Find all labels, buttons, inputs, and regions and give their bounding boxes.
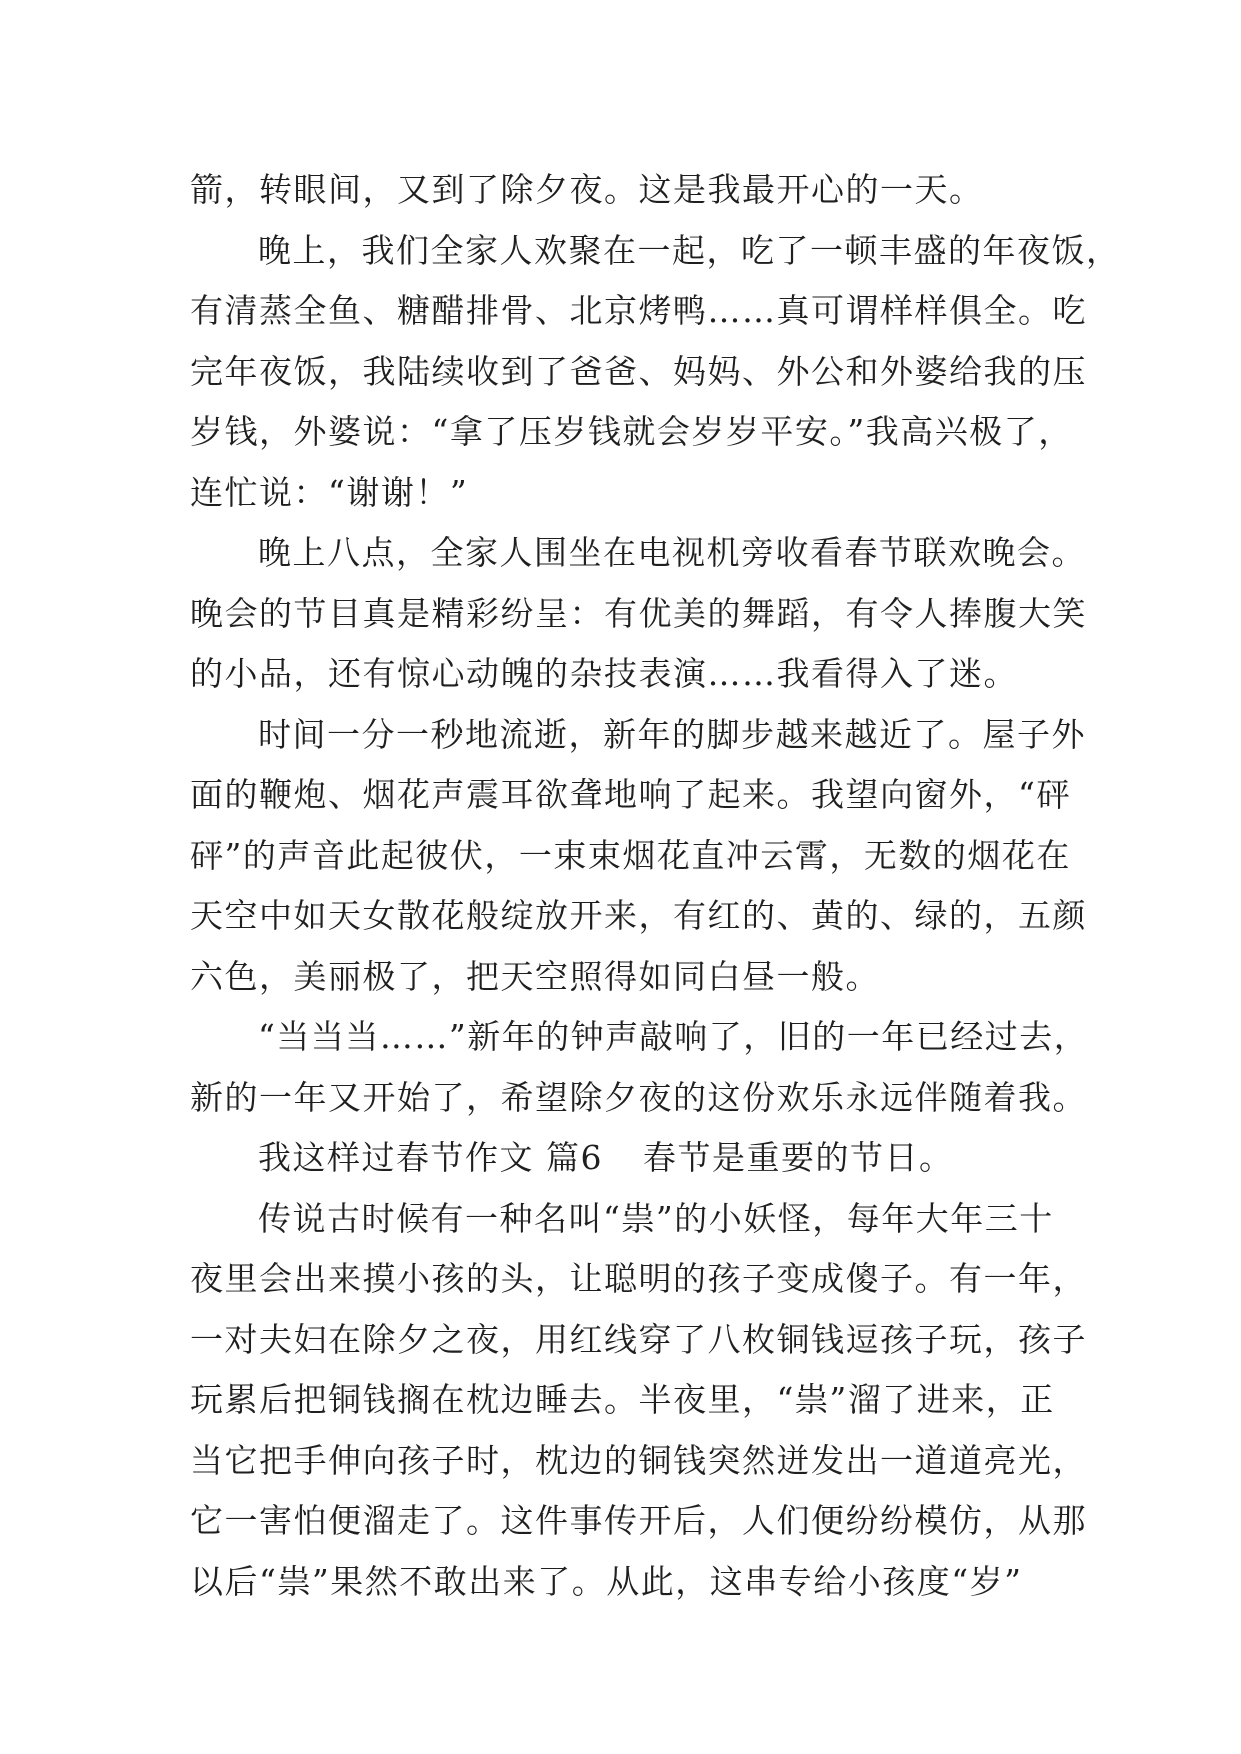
text-line: 晚上八点，全家人围坐在电视机旁收看春节联欢晚会。: [258, 533, 1086, 572]
essay-body: [190, 160, 1121, 1612]
text-line: 的小品，还有惊心动魄的杂技表演……我看得入了迷。: [190, 654, 1018, 693]
essay-heading-sentence: 春节是重要的节日。: [643, 1138, 954, 1177]
text-line: 以后“祟”果然不敢出来了。从此，这串专给小孩度“岁”: [190, 1561, 1023, 1601]
text-line: 新的一年又开始了，希望除夕夜的这份欢乐永远伴随着我。: [190, 1077, 1087, 1117]
text-line: 面的鞭炮、烟花声震耳欲聋地响了起来。我望向窗外，“砰: [190, 775, 1071, 814]
text-line: “当当当……”新年的钟声敲响了，旧的一年已经过去，: [258, 1017, 1089, 1056]
text-line: 当它把手伸向孩子时，枕边的铜钱突然迸发出一道道亮光，: [190, 1440, 1087, 1480]
text-line: 岁钱，外婆说：“拿了压岁钱就会岁岁平安。”我高兴极了，: [190, 412, 1073, 451]
essay-section-2: [190, 1189, 1087, 1613]
text-line: 砰”的声音此起彼伏，一束束烟花直冲云霄，无数的烟花在: [190, 835, 1071, 875]
text-line: 连忙说：“谢谢！”: [190, 472, 469, 512]
text-line: 夜里会出来摸小孩的头，让聪明的孩子变成傻子。有一年，: [190, 1259, 1087, 1298]
text-line: 有清蒸全鱼、糖醋排骨、北京烤鸭……真可谓样样俱全。吃: [190, 291, 1087, 330]
text-line: 完年夜饭，我陆续收到了爸爸、妈妈、外公和外婆给我的压: [190, 351, 1087, 391]
text-line: 六色，美丽极了，把天空照得如同白昼一般。: [190, 956, 880, 996]
text-line: 晚上，我们全家人欢聚在一起，吃了一顿丰盛的年夜饭，: [258, 230, 1121, 270]
text-line: 一对夫妇在除夕之夜，用红线穿了八枚铜钱逗孩子玩，孩子: [190, 1319, 1087, 1359]
text-line: 时间一分一秒地流逝，新年的脚步越来越近了。屋子外: [258, 714, 1086, 754]
text-line: 天空中如天女散花般绽放开来，有红的、黄的、绿的，五颜: [190, 896, 1087, 935]
essay-heading-line: [190, 1128, 1060, 1189]
essay-section-1: [190, 160, 1121, 1128]
text-line: 晚会的节目真是精彩纷呈：有优美的舞蹈，有令人捧腹大笑: [190, 593, 1087, 633]
text-line: 箭，转眼间，又到了除夕夜。这是我最开心的一天。: [190, 170, 984, 209]
text-line: 传说古时候有一种名叫“祟”的小妖怪，每年大年三十: [258, 1198, 1054, 1238]
text-line: 它一害怕便溜走了。这件事传开后，人们便纷纷模仿，从那: [190, 1501, 1087, 1540]
text-line: 玩累后把铜钱搁在枕边睡去。半夜里，“祟”溜了进来，正: [190, 1380, 1055, 1419]
essay-heading-title: 我这样过春节作文 篇6: [258, 1138, 603, 1177]
